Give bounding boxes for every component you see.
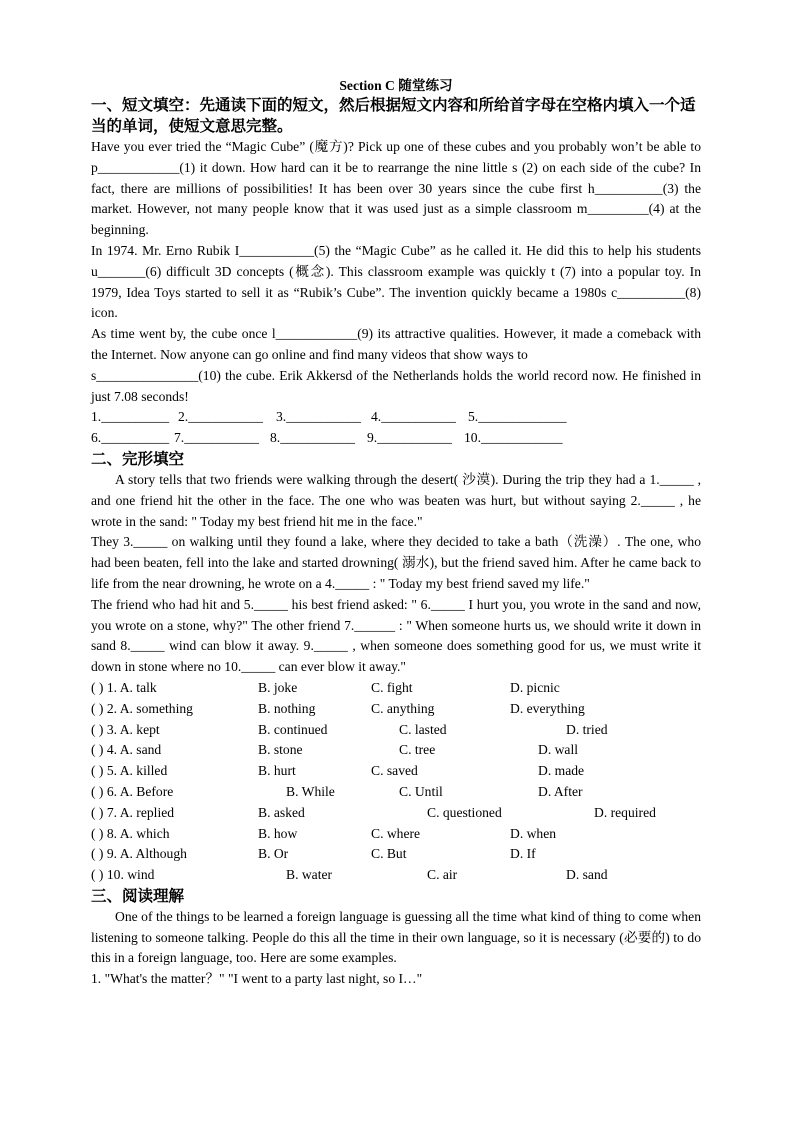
part2-paragraph-2: They 3._____ on walking until they found a lake, where they decided to take a bath（洗澡）. The one, who had been beaten, fell into the lake and started drowning( 溺水), but the friend saved him. After he came back to life from the near drowning, he wrote on a 4._____ : " Today my best friend saved my life." — [91, 534, 701, 591]
cloze-question-9[interactable]: ( ) 9. A. Although B. Or C. But D. If — [91, 846, 536, 862]
cloze-question-5[interactable]: ( ) 5. A. killed B. hurt C. saved D. made — [91, 763, 585, 779]
part2-paragraph-3: The friend who had hit and 5._____ his best friend asked: " 6._____ I hurt you, you wrote in the sand and now, you wrote on a stone, why?" The other friend 7.______ : " When someone hurts us, we should write it down in sand 8._____ wind can blow it away. 9._____ , when someone does something good for us, we must write it down in stone where no 10._____ can ever blow it away." — [91, 596, 701, 675]
answer-blank[interactable]: 7.___________ — [174, 430, 259, 446]
answer-blanks-row-1 — [91, 407, 701, 428]
cloze-question-4[interactable]: ( ) 4. A. sand B. stone C. tree D. wall — [91, 742, 579, 758]
cloze-question-10[interactable]: ( ) 10. wind B. water C. air D. sand — [91, 867, 608, 883]
part3-heading: 三、阅读理解 — [91, 886, 185, 905]
answer-blank[interactable]: 5._____________ — [468, 409, 567, 425]
answer-blank[interactable]: 3.___________ — [276, 409, 361, 425]
page-title: Section C 随堂练习 — [339, 78, 453, 93]
answer-blank[interactable]: 6.__________ — [91, 430, 170, 446]
part2-heading: 二、完形填空 — [91, 449, 185, 468]
cloze-question-2[interactable]: ( ) 2. A. something B. nothing C. anything D. everything — [91, 700, 585, 716]
worksheet-page — [91, 76, 701, 990]
part1-heading: 一、短文填空：先通读下面的短文，然后根据短文内容和所给首字母在空格内填入一个适当的单词，使短文意思完整。 — [91, 96, 696, 135]
part3-paragraph-1: One of the things to be learned a foreign language is guessing all the time what kind of thing to come when listening to someone talking. People do this all the time in their own language, so it is necessary (必要的) to do this in a foreign language, too. Here are some examples. — [91, 908, 701, 966]
answer-blank[interactable]: 9.___________ — [367, 430, 452, 446]
cloze-question-3[interactable]: ( ) 3. A. kept B. continued C. lasted D. tried — [91, 721, 608, 737]
part1-paragraph-3: As time went by, the cube once l____________(9) its attractive qualities. However, it made a comeback with the Internet. Now anyone can go online and find many videos that show ways to — [91, 326, 701, 362]
cloze-question-list — [91, 678, 701, 886]
part2-paragraph-1: A story tells that two friends were walking through the desert( 沙漠). During the trip they had a 1._____ , and one friend hit the other in the face. The one who was beaten was hurt, but without saying 2._____ , he wrote in the sand: " Today my best friend hit me in the face." — [91, 471, 701, 529]
answer-blanks-row-2 — [91, 428, 701, 449]
answer-blank[interactable]: 2.___________ — [178, 409, 263, 425]
part1-paragraph-1: Have you ever tried the “Magic Cube” (魔方)? Pick up one of these cubes and you probably won’t be able to p____________(1) it down. How hard can it be to rearrange the nine little s (2) on each side of the cube? In fact, there are millions of possibilities! It has been over 30 years since the cube first h__________(3) the market. However, not many people know that it was used just as a simple classroom m_________(4) at the beginning. — [91, 139, 701, 238]
cloze-question-8[interactable]: ( ) 8. A. which B. how C. where D. when — [91, 825, 557, 841]
answer-blank[interactable]: 8.___________ — [270, 430, 355, 446]
answer-blank[interactable]: 4.___________ — [371, 409, 456, 425]
cloze-question-6[interactable]: ( ) 6. A. Before B. While C. Until D. After — [91, 783, 583, 799]
part1-paragraph-2: In 1974. Mr. Erno Rubik I___________(5) the “Magic Cube” as he called it. He did this to help his students u_______(6) difficult 3D concepts (概念). This classroom example was quickly t (7) into a popular toy. In 1979, Idea Toys started to sell it as “Rubik’s Cube”. The invention quickly became a 1980s c__________(8) icon. — [91, 242, 701, 321]
cloze-question-7[interactable]: ( ) 7. A. replied B. asked C. questioned D. required — [91, 804, 656, 820]
part3-paragraph-2: 1. "What's the matter？" "I went to a party last night, so I…" — [91, 971, 423, 987]
cloze-question-1[interactable]: ( ) 1. A. talk B. joke C. fight D. picnic — [91, 679, 560, 695]
answer-blank[interactable]: 10.____________ — [464, 430, 563, 446]
part1-paragraph-4: s_______________(10) the cube. Erik Akkersd of the Netherlands holds the world record now. He finished in just 7.08 seconds! — [91, 367, 701, 404]
answer-blank[interactable]: 1.__________ — [91, 409, 170, 425]
